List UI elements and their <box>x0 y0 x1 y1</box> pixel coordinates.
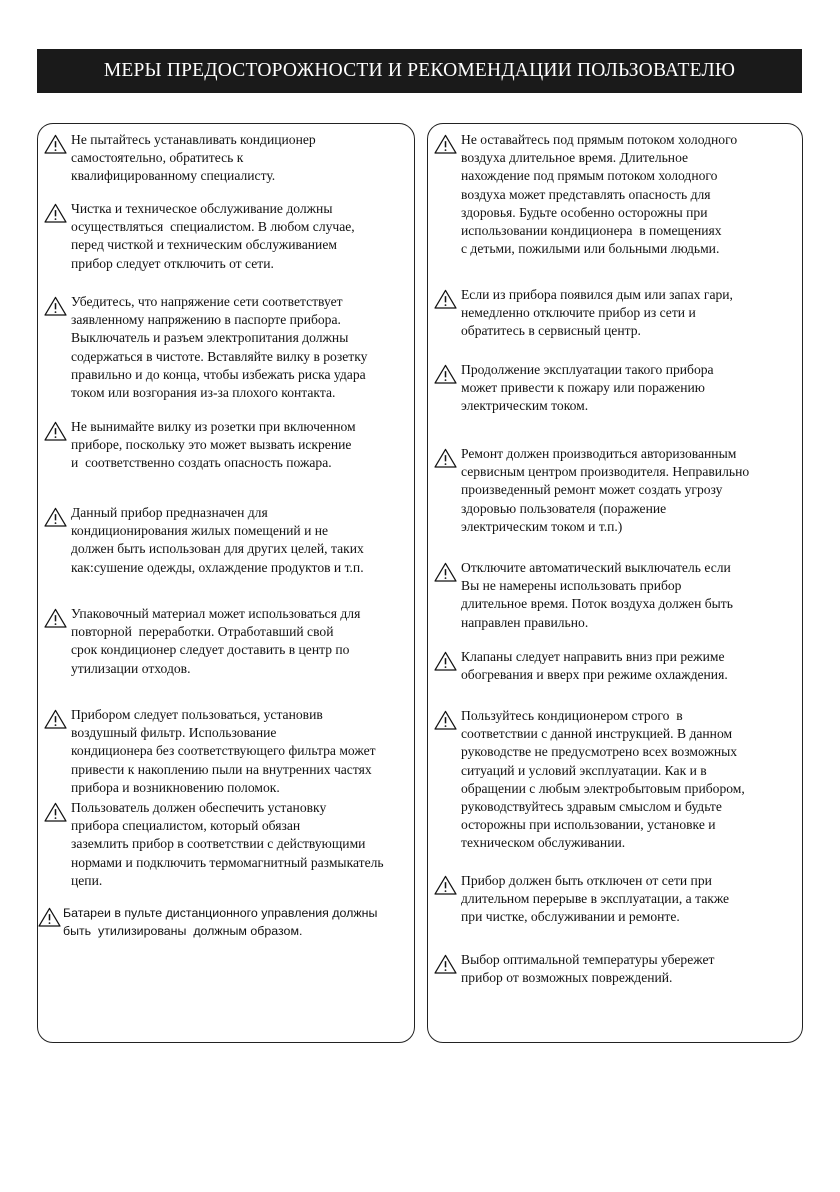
warning-triangle-icon <box>44 709 67 729</box>
warning-triangle-icon <box>44 802 67 822</box>
warning-triangle-icon <box>38 907 61 927</box>
precaution-text: Батареи в пульте дистанционного управления должны быть утилизированы должным образом. <box>63 906 378 939</box>
precaution-text: Пользуйтесь кондиционером строго в соответствии с данной инструкцией. В данном руководстве не предусмотрено всех возможных ситуаций и условий эксплуатации. Как и в обращении с любым электробытовым прибором, руководствуйтесь здравым смыслом и будьте осторожны при использовании, установке и техническом обслуживании. <box>461 708 745 851</box>
warning-triangle-icon <box>434 289 457 309</box>
warning-triangle-icon <box>44 608 67 628</box>
warning-triangle-icon <box>434 134 457 154</box>
precaution-text: Упаковочный материал может использоваться для повторной переработки. Отработавший свой срок кондиционер следует доставить в центр по утилизации отходов. <box>71 606 361 676</box>
warning-triangle-icon <box>44 134 67 154</box>
warning-triangle-icon <box>434 448 457 468</box>
precaution-text: Не вынимайте вилку из розетки при включенном приборе, поскольку это может вызвать искрение и соответственно создать опасность пожара. <box>71 419 356 471</box>
warning-triangle-icon <box>434 710 457 730</box>
warning-triangle-icon <box>434 562 457 582</box>
warning-triangle-icon <box>44 421 67 441</box>
warning-triangle-icon <box>44 203 67 223</box>
warning-triangle-icon <box>434 364 457 384</box>
page-title: МЕРЫ ПРЕДОСТОРОЖНОСТИ И РЕКОМЕНДАЦИИ ПОЛЬЗОВАТЕЛЮ <box>103 60 736 81</box>
precaution-text: Отключите автоматический выключатель если Вы не намерены использовать прибор длительное время. Поток воздуха должен быть направлен правильно. <box>461 560 733 630</box>
warning-triangle-icon <box>434 954 457 974</box>
precaution-text: Данный прибор предназначен для кондиционирования жилых помещений и не должен быть использован для других целей, таких как:сушение одежды, охлаждение продуктов и т.п. <box>71 505 364 575</box>
precaution-text: Выбор оптимальной температуры убережет прибор от возможных повреждений. <box>461 952 715 986</box>
warning-triangle-icon <box>434 651 457 671</box>
page-header <box>37 49 802 93</box>
precaution-text: Чистка и техническое обслуживание должны осуществляться специалистом. В любом случае, перед чисткой и техническим обслуживанием прибор следует отключить от сети. <box>71 201 355 271</box>
warning-triangle-icon <box>434 875 457 895</box>
precaution-text: Продолжение эксплуатации такого прибора может привести к пожару или поражению электрическим током. <box>461 362 714 414</box>
precaution-text: Пользователь должен обеспечить установку прибора специалистом, который обязан заземлить прибор в соответствии с действующими нормами и подключить термомагнитный размыкатель цепи. <box>71 800 384 888</box>
precaution-text: Убедитесь, что напряжение сети соответствует заявленному напряжению в паспорте прибора. Выключатель и разъем электропитания должны содержаться в чистоте. Вставляйте вилку в розетку правильно и до конца, чтобы избежать риска удара током или возгорания из-за плохого контакта. <box>71 294 368 401</box>
precaution-text: Прибор должен быть отключен от сети при длительном перерыве в эксплуатации, а также при чистке, обслуживании и ремонте. <box>461 873 730 925</box>
warning-triangle-icon <box>44 296 67 316</box>
precaution-text: Не пытайтесь устанавливать кондиционер самостоятельно, обратитесь к квалифицированному специалисту. <box>71 132 316 184</box>
precaution-text: Ремонт должен производиться авторизованным сервисным центром производителя. Неправильно произведенный ремонт может создать угрозу здоровью пользователя (поражение электрическим током и т.п.) <box>461 446 750 534</box>
precaution-text: Клапаны следует направить вниз при режиме обогревания и вверх при режиме охлаждения. <box>461 649 728 683</box>
precaution-text: Если из прибора появился дым или запах гари, немедленно отключите прибор из сети и обратитесь в сервисный центр. <box>461 287 733 339</box>
precaution-text: Прибором следует пользоваться, установив воздушный фильтр. Использование кондиционера без соответствующего фильтра может привести к накоплению пыли на внутренних частях прибора и возникновению поломок. <box>71 707 376 795</box>
precaution-text: Не оставайтесь под прямым потоком холодного воздуха длительное время. Длительное нахождение под прямым потоком холодного воздуха может представлять опасность для здоровья. Будьте особенно осторожны при использовании кондиционера в помещениях с детьми, пожилыми или больными людьми. <box>461 132 738 257</box>
warning-triangle-icon <box>44 507 67 527</box>
